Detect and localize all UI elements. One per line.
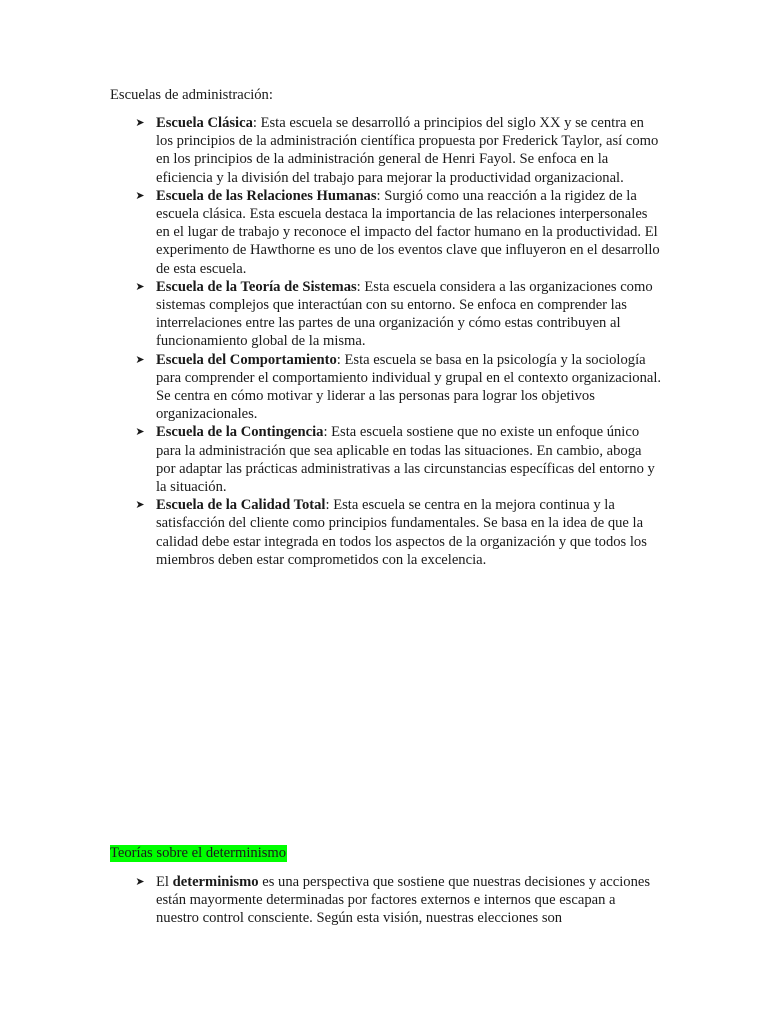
determinism-term: determinismo — [172, 874, 259, 890]
list-item — [0, 187, 664, 278]
school-term: Escuela del Comportamiento — [156, 351, 337, 368]
school-description: : Esta escuela se centra en la mejora continua y la satisfacción del cliente como principios fundamentales. Se basa en la idea de que la calidad debe estar integrada en todos los aspectos de la organización y que todos los miembros deben estar comprometidos con la excelencia. — [156, 497, 647, 568]
determinism-description: es una perspectiva que sostiene que nuestras decisiones y acciones están mayormente determinadas por factores externos e internos que escapan a nuestro control consciente. Según esta visión, nuestras elecciones son — [156, 874, 651, 927]
school-term: Escuela de la Calidad Total — [156, 497, 326, 514]
arrow-bullet-icon: ➤ — [135, 279, 145, 293]
school-description: : Esta escuela considera a las organizaciones como sistemas complejos que interactúan con su entorno. Se enfoca en comprender las interrelaciones entre las partes de una organización y cómo estas contribuyen al funcionamiento global de la misma. — [156, 278, 653, 350]
determinism-prefix: El — [156, 874, 173, 890]
list-item — [0, 873, 656, 928]
list-item — [0, 114, 664, 187]
list-item — [0, 351, 664, 424]
arrow-bullet-icon: ➤ — [135, 875, 145, 888]
school-term: Escuela Clásica — [156, 115, 253, 131]
school-description: : Esta escuela sostiene que no existe un enfoque único para la administración que sea aplicable en todas las situaciones. En cambio, aboga por adaptar las prácticas administrativas a las circunstancias específicas del entorno y la situación. — [156, 424, 655, 496]
determinism-list — [0, 873, 768, 928]
list-item — [0, 278, 664, 351]
school-description: : Esta escuela se desarrolló a principios del siglo XX y se centra en los principios de la administración científica propuesta por Frederick Taylor, así como en los principios de la administración general de Henri Fayol. Se enfoca en la eficiencia y la división del trabajo para mejorar la productividad organizacional. — [156, 115, 659, 186]
schools-list — [0, 114, 768, 569]
arrow-bullet-icon: ➤ — [135, 116, 145, 129]
list-item — [0, 423, 664, 496]
school-term: Escuela de la Contingencia — [156, 424, 324, 441]
arrow-bullet-icon: ➤ — [135, 425, 145, 439]
section-heading-determinism: Teorías sobre el determinismo — [110, 845, 287, 861]
school-description: : Surgió como una reacción a la rigidez de la escuela clásica. Esta escuela destaca la importancia de las relaciones interpersonales en el lugar de trabajo y reconoce el impacto del factor humano en la productividad. El experimento de Hawthorne es uno de los eventos clave que influyeron en el desarrollo de esta escuela. — [156, 187, 660, 277]
arrow-bullet-icon: ➤ — [135, 352, 145, 366]
arrow-bullet-icon: ➤ — [135, 498, 145, 512]
school-term: Escuela de las Relaciones Humanas — [156, 187, 377, 204]
list-item — [0, 496, 664, 569]
section-heading-schools: Escuelas de administración: — [110, 87, 273, 103]
arrow-bullet-icon: ➤ — [135, 188, 145, 202]
school-term: Escuela de la Teoría de Sistemas — [156, 278, 357, 295]
school-description: : Esta escuela se basa en la psicología y la sociología para comprender el comportamiento individual y grupal en el contexto organizacional. Se centra en cómo motivar y liderar a las personas para lograr los objetivos organizacionales. — [156, 351, 662, 423]
